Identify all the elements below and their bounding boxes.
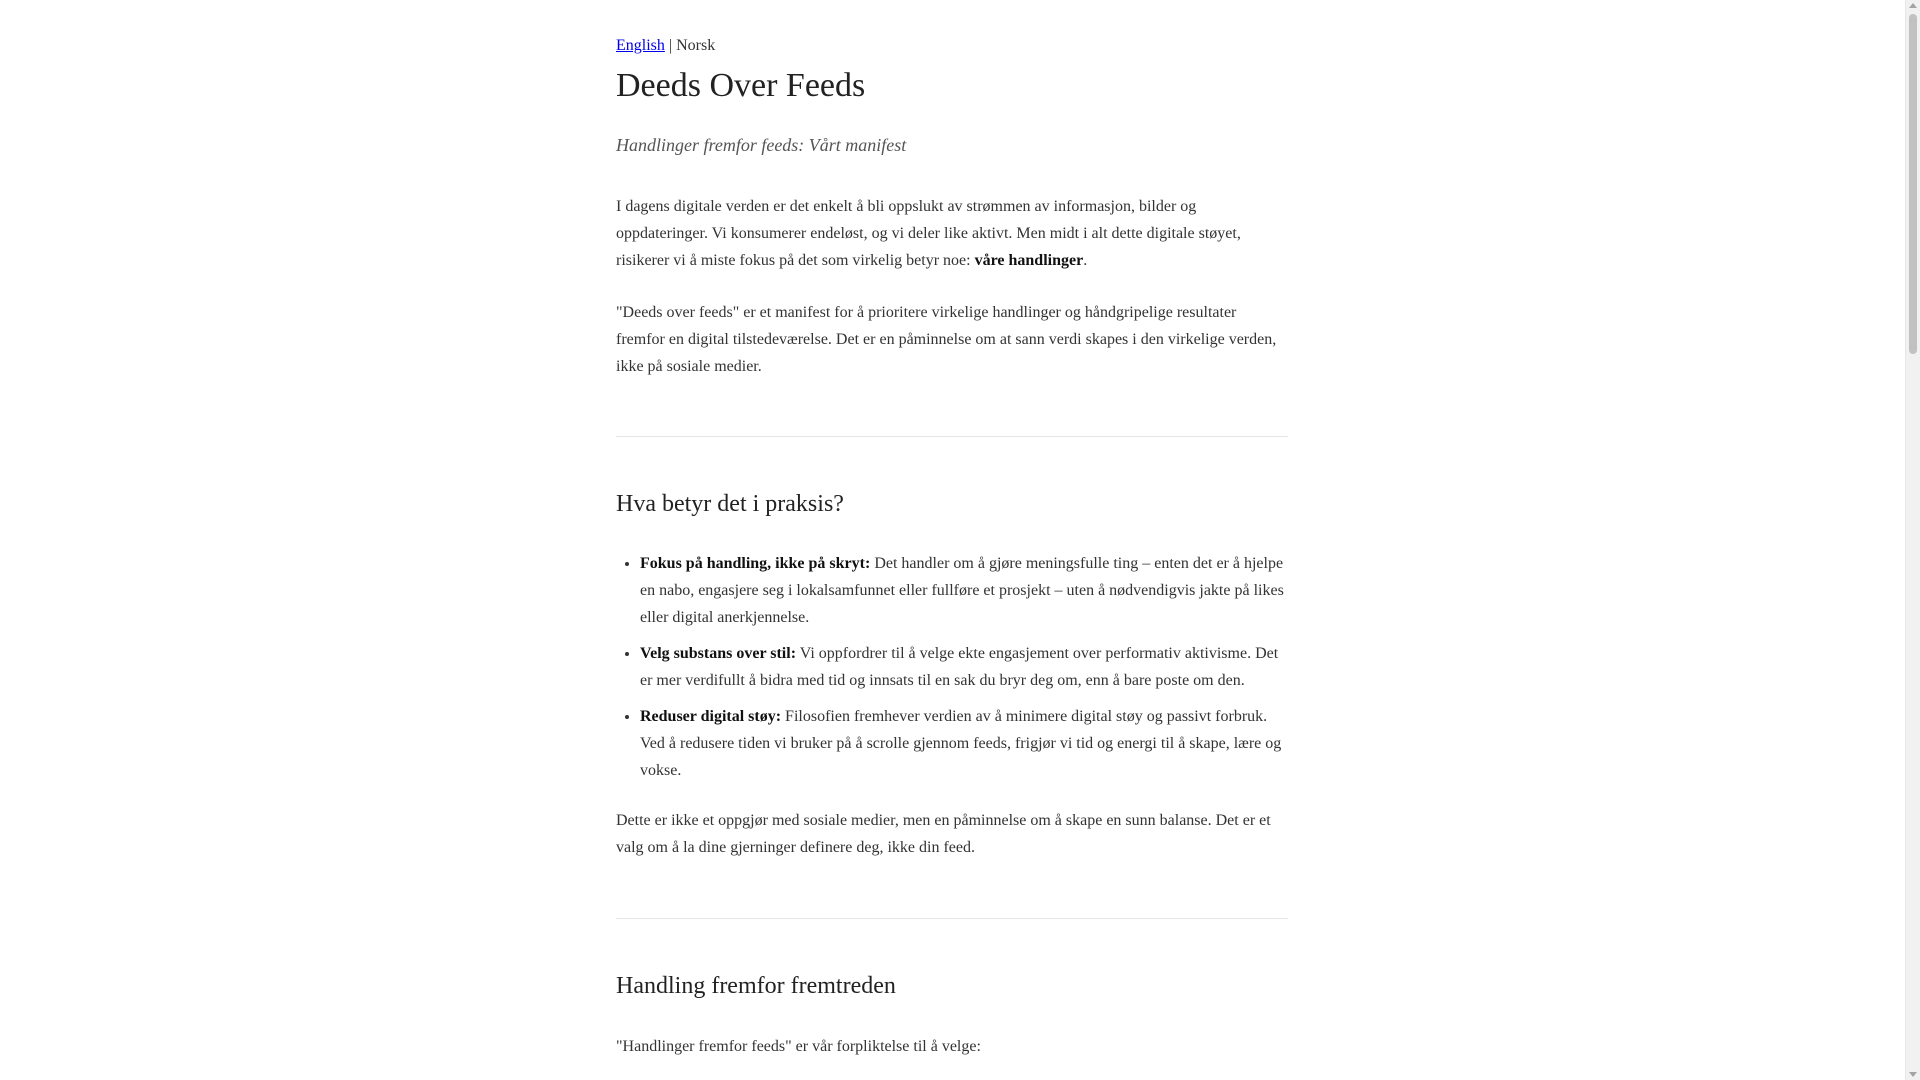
action-heading: Handling fremfor fremtreden (616, 973, 896, 999)
language-switch (616, 35, 715, 57)
intro-paragraph-1-end: . (1083, 252, 1088, 269)
section-divider-1 (616, 436, 1288, 437)
intro-paragraph-1 (616, 193, 1288, 274)
language-separator: | (668, 37, 673, 54)
action-intro-paragraph: "Handlinger fremfor feeds" er vår forpliktelse til å velge: (616, 1038, 981, 1055)
practice-list (616, 550, 1288, 793)
list-item-title: Reduser digital støy: (640, 708, 782, 725)
vertical-scrollbar[interactable] (1905, 0, 1920, 1080)
list-item (640, 550, 1288, 631)
page-subtitle: Handlinger fremfor feeds: Vårt manifest (616, 135, 907, 155)
list-item-title: Velg substans over stil: (640, 645, 797, 662)
list-item-text: Filosofien fremhever verdien av å minimere digital støy og passivt forbruk. Ved å redusere tiden vi bruker på å scrolle gjennom feeds, frigjør vi tid og energi til å skape, lære og vokse. (640, 708, 1282, 779)
list-item-title: Fokus på handling, ikke på skryt: (640, 555, 871, 572)
practice-closing-paragraph: Dette er ikke et oppgjør med sosiale medier, men en påminnelse om å skape en sunn balanse. Det er et valg om å la dine gjerninger definere deg, ikke din feed. (616, 812, 1271, 856)
section-divider-2 (616, 918, 1288, 919)
intro-paragraph-2: "Deeds over feeds" er et manifest for å prioritere virkelige handlinger og håndgripelige resultater fremfor en digital tilstedeværelse. Det er en påminnelse om at sann verdi skapes i den virkelige verden, ikke på sosiale medier. (616, 304, 1277, 375)
english-link[interactable]: English (616, 37, 665, 54)
intro-paragraph-1-text: I dagens digitale verden er det enkelt å bli oppslukt av strømmen av informasjon, bilder og oppdateringer. Vi konsumerer endeløst, og vi deler like aktivt. Men midt i alt dette digitale støyet, risikerer vi å miste fokus på det som virkelig betyr noe: (616, 198, 1241, 269)
list-item (640, 640, 1288, 694)
scrollbar-thumb[interactable] (1909, 14, 1917, 354)
norsk-current-language: Norsk (676, 37, 716, 54)
list-item-text: Vi oppfordrer til å velge ekte engasjement over performativ aktivisme. Det er mer verdifullt å bidra med tid og innsats til en sak du bryr deg om, enn å bare poste om den. (640, 645, 1279, 689)
scroll-up-arrow-icon[interactable] (1909, 3, 1917, 8)
list-item-text: Det handler om å gjøre meningsfulle ting – enten det er å hjelpe en nabo, engasjere seg i lokalsamfunnet eller fullføre et prosjekt – uten å nødvendigvis jakte på likes eller digital anerkjennelse. (640, 555, 1284, 626)
intro-emphasis: våre handlinger (974, 252, 1084, 269)
list-item (640, 703, 1288, 784)
scroll-down-arrow-icon[interactable] (1909, 1072, 1917, 1077)
practice-heading: Hva betyr det i praksis? (616, 491, 844, 517)
page-title: Deeds Over Feeds (616, 67, 866, 104)
